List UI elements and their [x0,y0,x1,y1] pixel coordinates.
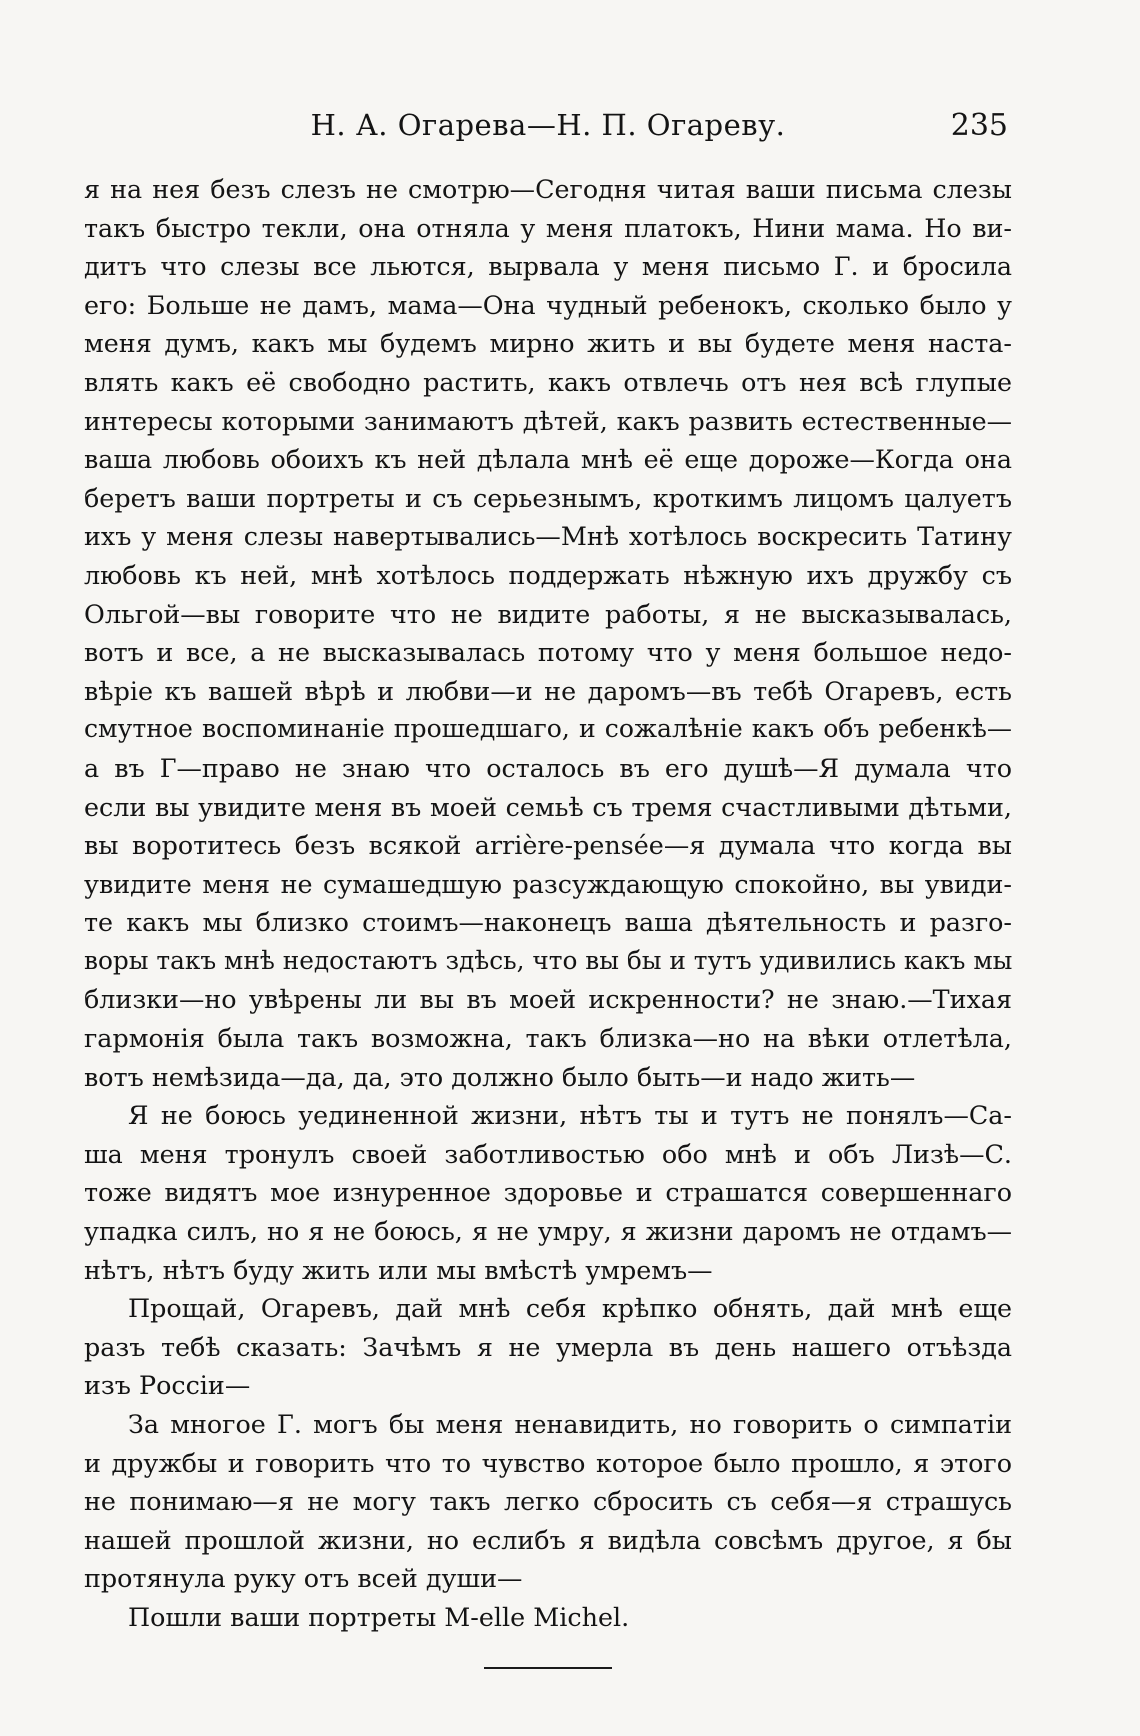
text-line: воры такъ мнѣ недостаютъ здѣсь, что вы бы и тутъ удивились какъ мы [84,945,1013,975]
running-head [84,108,1012,158]
text-line: близки—но увѣрены ли вы въ моей искренности? не знаю.—Тихая [84,984,1012,1015]
text-line: Прощай, Огаревъ, дай мнѣ себя крѣпко обнять, дай мнѣ еще [128,1293,1012,1324]
text-line: меня думъ, какъ мы будемъ мирно жить и вы будете меня наста- [84,328,1012,359]
text-line: интересы которыми занимаютъ дѣтей, какъ развить естественные— [84,405,1012,436]
letter-text [84,170,1012,1637]
text-line: влять какъ её свободно растить, какъ отвлечь отъ нея всѣ глупые [84,366,1012,397]
text-line: упадка силъ, но я не боюсь, я не умру, я жизни даромъ не отдамъ— [84,1216,1012,1247]
text-line: я на нея безъ слезъ не смотрю—Сегодня читая ваши письма слезы [84,174,1012,204]
text-line: те какъ мы близко стоимъ—наконецъ ваша дѣятельность и разго- [84,907,1012,938]
text-line: тоже видятъ мое изнуренное здоровье и страшатся совершеннаго [84,1177,1012,1208]
text-line: вотъ и все, а не высказывалась потому что у меня большое недо- [84,637,1012,668]
text-line: За многое Г. могъ бы меня ненавидить, но говорить о симпатіи [128,1409,1012,1439]
text-line: гармонія была такъ возможна, такъ близка—но на вѣки отлетѣла, [84,1023,1012,1054]
text-line: не понимаю—я не могу такъ легко сбросить съ себя—я страшусь [84,1486,1012,1517]
book-page [84,108,1012,1669]
text-line: ваша любовь обоихъ къ ней дѣлала мнѣ её еще дороже—Когда она [84,444,1012,475]
text-line: беретъ ваши портреты и съ серьезнымъ, кроткимъ лицомъ цалуетъ [84,482,1012,513]
text-line: дитъ что слезы все льются, вырвала у меня письмо Г. и бросила [84,251,1012,282]
text-line: его: Больше не дамъ, мама—Она чудный ребенокъ, сколько было у [84,289,1012,320]
text-line: протянула руку отъ всей души— [84,1563,523,1594]
text-line: и дружбы и говорить что то чувство которое было прошло, я этого [84,1447,1012,1478]
text-line: разъ тебѣ сказать: Зачѣмъ я не умерла въ день нашего отъѣзда [84,1331,1012,1362]
text-line: вы воротитесь безъ всякой arrière-pensée—я думала что когда вы [84,830,1012,861]
text-line: нѣтъ, нѣтъ буду жить или мы вмѣстѣ умремъ— [84,1254,713,1285]
text-line: а въ Г—право не знаю что осталось въ его душѣ—Я думала что [84,752,1012,783]
paragraph [84,1598,1012,1637]
text-line: вотъ немѣзида—да, да, это должно было быть—и надо жить— [84,1061,916,1092]
text-line: ша меня тронулъ своей заботливостью обо мнѣ и объ Лизѣ—С. [84,1138,1012,1169]
text-line: ихъ у меня слезы навертывались—Мнѣ хотѣлось воскресить Татину [84,521,1012,552]
text-line: любовь къ ней, мнѣ хотѣлось поддержать нѣжную ихъ дружбу съ [84,559,1012,590]
text-line: Пошли ваши портреты M-elle Michel. [128,1601,630,1632]
paragraph [84,1096,1012,1289]
closing-rule [484,1667,612,1669]
text-line: Я не боюсь уединенной жизни, нѣтъ ты и тутъ не понялъ—Са- [128,1100,1012,1131]
text-line: смутное воспоминаніе прошедшаго, и сожалѣніе какъ объ ребенкѣ— [84,714,1012,744]
paragraph [84,170,1012,1096]
text-line: Ольгой—вы говорите что не видите работы, я не высказывалась, [84,598,1012,629]
running-title: Н. А. Огарева—Н. П. Огареву. [310,108,786,142]
text-line: если вы увидите меня въ моей семьѣ съ тремя счастливыми дѣтьми, [84,791,1012,822]
text-line: такъ быстро текли, она отняла у меня платокъ, Нини мама. Но ви- [84,212,1012,243]
text-line: увидите меня не сумашедшую разсуждающую спокойно, вы увиди- [84,868,1012,899]
text-line: вѣріе къ вашей вѣрѣ и любви—и не даромъ—въ тебѣ Огаревъ, есть [84,675,1012,706]
page-number: 235 [950,108,1008,143]
paragraph [84,1405,1012,1598]
text-line: изъ Россіи— [84,1370,251,1401]
text-line: нашей прошлой жизни, но еслибъ я видѣла совсѣмъ другое, я бы [84,1524,1012,1555]
paragraph [84,1289,1012,1405]
